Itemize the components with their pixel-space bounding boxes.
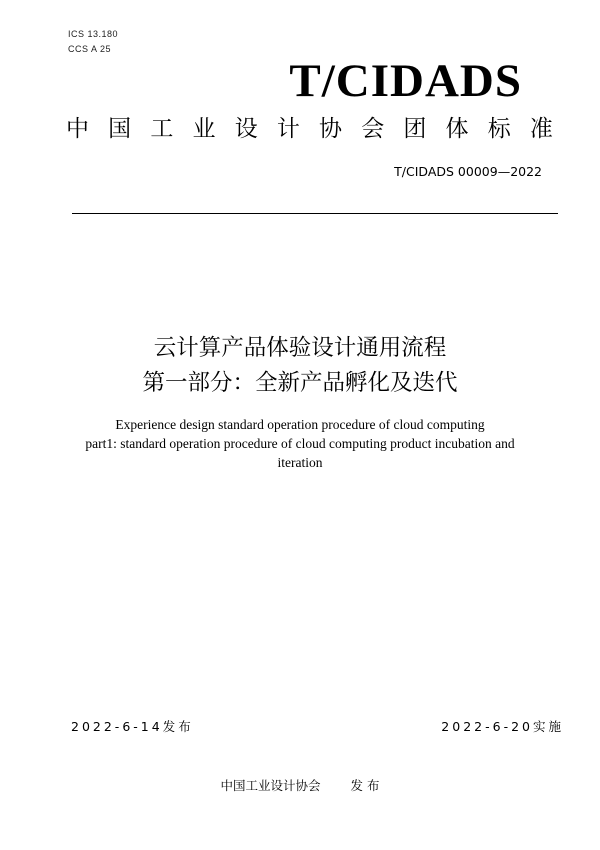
ccs-code: CCS A 25: [68, 44, 112, 54]
standard-type-heading: [66, 116, 553, 144]
implementation-date: 2022-6-20实施: [441, 719, 564, 734]
title-english-line-1: Experience design standard operation procedure of cloud computing: [115, 417, 485, 432]
standard-type-char: 业: [192, 116, 216, 142]
standard-type-char: 体: [445, 116, 469, 142]
standard-type-char: 团: [403, 116, 427, 142]
standard-type-char: 协: [319, 116, 343, 142]
title-english-line-3: iteration: [277, 455, 323, 470]
standard-type-char: 准: [529, 116, 553, 142]
publisher-line: [0, 776, 600, 794]
standard-type-char: 计: [276, 116, 300, 142]
title-chinese-line-1: 云计算产品体验设计通用流程: [153, 335, 447, 361]
title-chinese-line-2: 第一部分：全新产品孵化及迭代: [142, 370, 458, 396]
title-english: [50, 415, 550, 472]
ics-code: ICS 13.180: [68, 29, 119, 39]
publisher-name: 中国工业设计协会: [220, 778, 321, 793]
title-english-line-2: part1: standard operation procedure of cloud computing product incubation and: [85, 436, 515, 451]
standard-type-char: 设: [234, 116, 258, 142]
publish-date: 2022-6-14发布: [71, 719, 194, 734]
standard-type-char: 会: [361, 116, 385, 142]
standard-type-char: 标: [487, 116, 511, 142]
standard-type-char: 国: [108, 116, 132, 142]
publisher-action: 发 布: [350, 778, 380, 793]
organization-abbreviation: T/CIDADS: [289, 55, 522, 107]
standard-number: T/CIDADS 00009—2022: [394, 164, 542, 179]
standard-type-char: 中: [66, 116, 89, 142]
header-divider: [72, 213, 558, 214]
standard-type-char: 工: [150, 116, 174, 142]
